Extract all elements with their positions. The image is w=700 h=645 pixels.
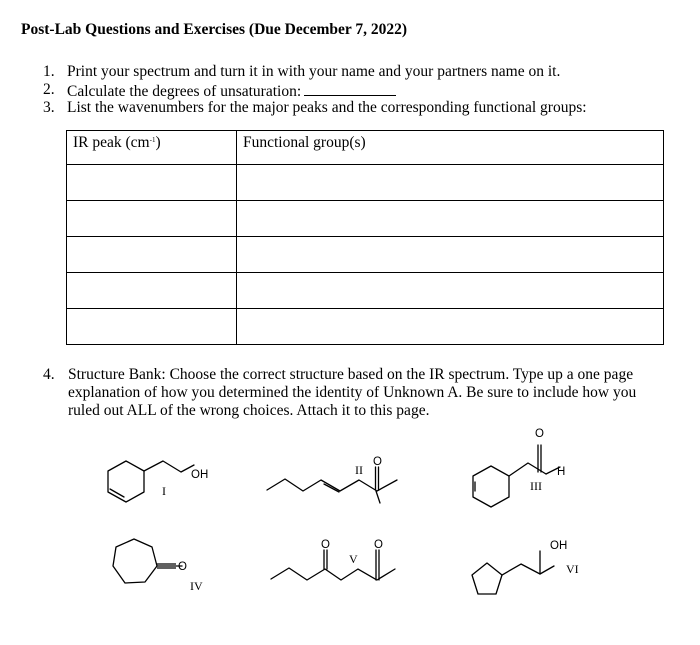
structure-label-v: V <box>349 552 358 566</box>
structure-ii-molecule <box>267 467 397 503</box>
oxygen-label: O <box>178 561 187 573</box>
structure-label-i: I <box>162 484 166 498</box>
ir-peak-unit-superscript: -1 <box>149 136 156 144</box>
question-number: 3. <box>43 99 55 116</box>
question-text: List the wavenumbers for the major peaks and the corresponding functional groups: <box>67 99 587 116</box>
question-number: 4. <box>43 366 55 383</box>
structure-iii-molecule <box>473 445 560 507</box>
question-number: 1. <box>43 63 55 80</box>
page-title: Post-Lab Questions and Exercises (Due December 7, 2022) <box>21 21 408 38</box>
question-text: Calculate the degrees of unsaturation: <box>67 83 302 100</box>
hydrogen-label: H <box>557 466 566 478</box>
structure-label-ii: II <box>355 463 363 477</box>
structure-label-iii: III <box>530 479 542 493</box>
functional-group-header: Functional group(s) <box>237 131 664 165</box>
ir-peak-header-text: IR peak (cm <box>73 134 150 151</box>
structure-vi-molecule <box>472 551 554 594</box>
structure-label-iv: IV <box>190 579 203 593</box>
hydroxyl-label: OH <box>191 469 209 481</box>
oxygen-label: O <box>321 539 330 551</box>
structure-v-molecule <box>271 550 395 580</box>
structure-i-molecule <box>108 461 194 502</box>
structure-label-vi: VI <box>566 562 579 576</box>
oxygen-label: O <box>373 456 382 468</box>
question-text: Structure Bank: Choose the correct structure based on the IR spectrum. Type up a one page explanation of how you determined the identity of Unknown A. Be sure to include how you ruled out ALL of the wrong choices. Attach it to this page. <box>68 366 637 419</box>
question-text: Print your spectrum and turn it in with your name and your partners name on it. <box>67 63 561 80</box>
oxygen-label: O <box>535 428 544 440</box>
hydroxyl-label: OH <box>550 540 568 552</box>
oxygen-label: O <box>374 539 383 551</box>
ir-peak-header-close: ) <box>155 134 161 151</box>
question-number: 2. <box>43 81 55 98</box>
